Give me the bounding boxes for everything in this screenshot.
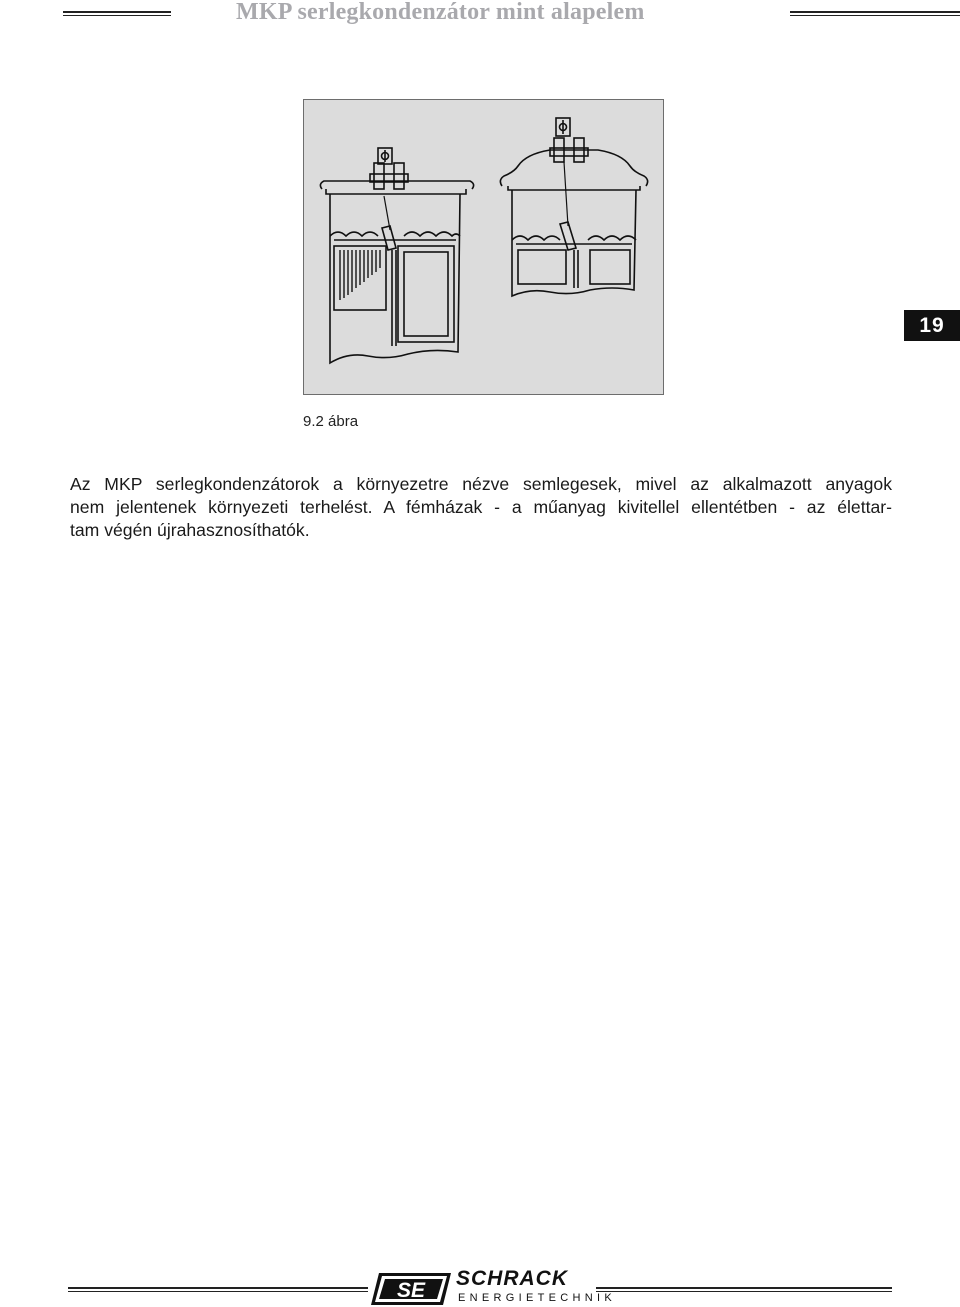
chapter-number-tab: 19 xyxy=(904,310,960,341)
body-line: tam végén újrahasznosíthatók. xyxy=(70,520,310,540)
logo-mark: SE xyxy=(396,1279,426,1302)
footer-rule-right xyxy=(596,1287,892,1292)
capacitor-figure xyxy=(303,99,664,395)
logo-name: SCHRACK xyxy=(456,1267,568,1290)
capacitor-cross-section-drawing xyxy=(304,100,665,396)
left-winding-foils xyxy=(340,250,380,300)
page-title: MKP serlegkondenzátor mint alapelem xyxy=(236,0,645,25)
header-rule-left xyxy=(63,11,171,16)
body-paragraph xyxy=(70,473,892,542)
figure-caption: 9.2 ábra xyxy=(303,413,359,430)
body-line: Az MKP serlegkondenzátorok a környezetre nézve semlegesek, mivel az alkalmazott anyagok xyxy=(70,474,892,494)
right-capacitor xyxy=(500,118,647,296)
header-rule-right xyxy=(790,11,960,16)
footer-rule-left xyxy=(68,1287,368,1292)
logo-subtitle: ENERGIETECHNIK xyxy=(458,1292,616,1304)
body-line: nem jelentenek környezeti terhelést. A fémházak - a műanyag kivitellel ellentétben - az élettar- xyxy=(70,497,892,517)
